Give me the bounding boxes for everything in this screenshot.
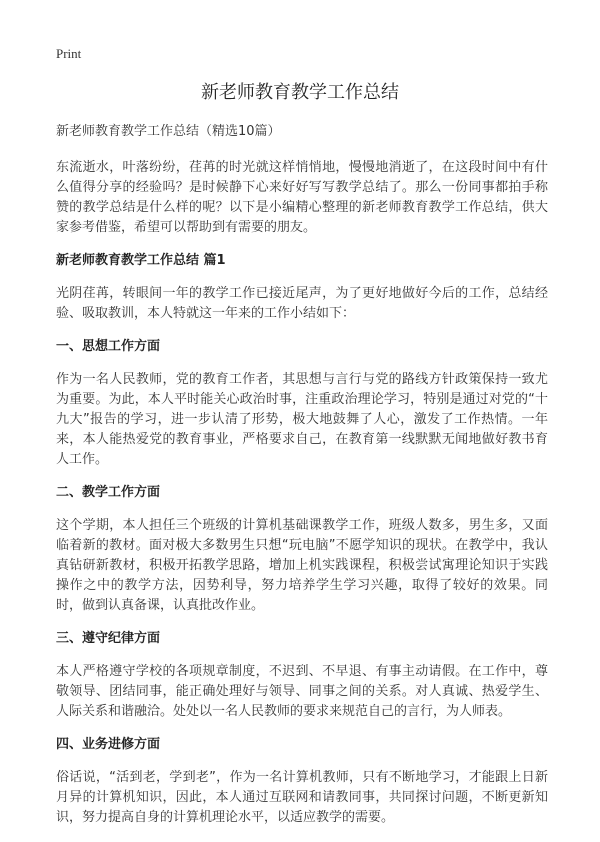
section-body-discipline: 本人严格遵守学校的各项规章制度，不迟到、不早退、有事主动请假。在工作中，尊敬领导、团结同事，能正确处理好与领导、同事之间的关系。对人真诚、热爱学生、人际关系和谐融洽。处处以一名人民教师的要求来规范自己的言行，为人师表。: [56, 664, 548, 719]
section-heading-study: 四、业务进修方面: [56, 737, 161, 752]
print-link[interactable]: Print: [56, 46, 82, 61]
article-intro-paragraph: 光阴荏苒，转眼间一年的教学工作已接近尾声，为了更好地做好今后的工作，总结经验、吸取教训，本人特就这一年来的工作小结如下：: [56, 286, 548, 321]
document-subtitle: 新老师教育教学工作总结（精选10篇）: [56, 124, 281, 139]
section-body-study: 俗话说，“活到老，学到老”，作为一名计算机教师，只有不断地学习，才能跟上日新月异的计算机知识，因此，本人通过互联网和请教同事，共同探讨问题，不断更新知识，努力提高自身的计算机理论水平，以适应教学的需要。: [56, 770, 548, 825]
document-body: [56, 122, 548, 842]
article-heading: 新老师教育教学工作总结 篇1: [56, 253, 226, 268]
section-body-thought: 作为一名人民教师，党的教育工作者，其思想与言行与党的路线方针政策保持一致尤为重要。为此，本人平时能关心政治时事，注重政治理论学习，特别是通过对党的“十九大”报告的学习，进一步认清了形势，极大地鼓舞了人心，激发了工作热情。一年来，本人能热爱党的教育事业，严格要求自己，在教育第一线默默无闻地做好教书育人工作。: [56, 372, 548, 467]
section-heading-thought: 一、思想工作方面: [56, 339, 161, 354]
intro-paragraph: 东流逝水，叶落纷纷，荏苒的时光就这样悄悄地，慢慢地消逝了，在这段时间中有什么值得分享的经验吗？是时候静下心来好好写写教学总结了。那么一份同事都拍手称赞的教学总结是什么样的呢？以下是小编精心整理的新老师教育教学工作总结，供大家参考借鉴，希望可以帮助到有需要的朋友。: [56, 160, 548, 235]
page-title: 新老师教育教学工作总结: [201, 82, 399, 103]
section-heading-discipline: 三、遵守纪律方面: [56, 631, 161, 646]
section-heading-teaching: 二、教学工作方面: [56, 485, 161, 500]
section-body-teaching: 这个学期，本人担任三个班级的计算机基础课教学工作，班级人数多，男生多，又面临着新的教材。面对极大多数男生只想“玩电脑”不愿学知识的现状。在教学中，我认真钻研新教材，积极开拓教学思路，增加上机实践课程，积极尝试寓理论知识于实践操作之中的教学方法，因势利导，努力培养学生学习兴趣，取得了较好的效果。同时，做到认真备课，认真批改作业。: [56, 518, 548, 613]
